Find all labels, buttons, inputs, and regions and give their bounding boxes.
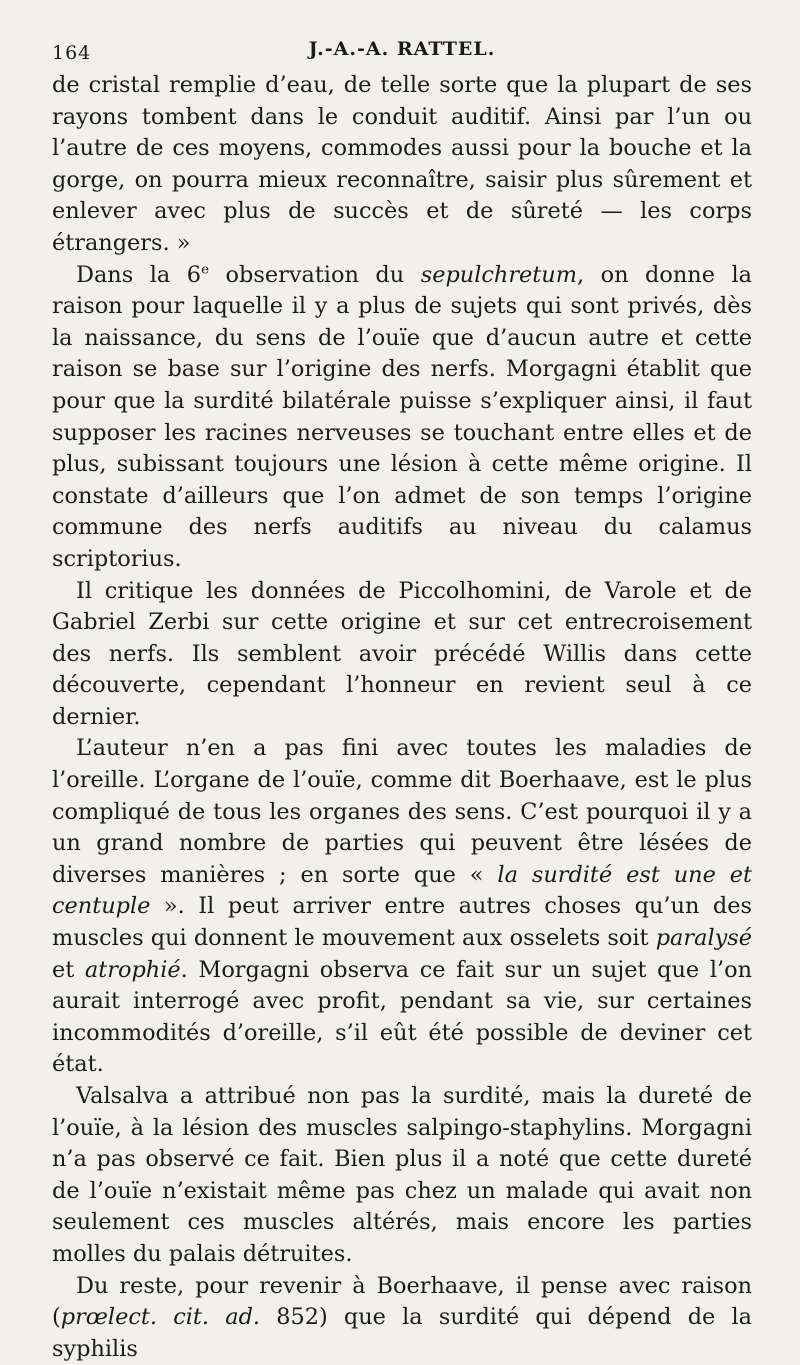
paragraph-text: Valsalva a attribué non pas la surdité, mais la dureté de l’ouïe, à la lésion des muscles salpingo-staphylins. Morgagni n’a pas observé ce fait. Bien plus il a noté que cette dureté de l’ouïe n’existait même pas chez un malade qui avait non seulement ces muscles altérés, mais encore les parties molles du palais détruites. <box>52 1083 752 1267</box>
page-number: 164 <box>52 42 92 64</box>
paragraph-text: et <box>52 956 85 983</box>
paragraph-text: 852) que la surdité qui dépend de la syphilis <box>52 1304 752 1362</box>
paragraph <box>52 1081 752 1271</box>
italic-text: sepulchretum <box>420 261 577 288</box>
paragraph-text: Il critique les données de Piccolhomini, de Varole et de Gabriel Zerbi sur cette origine et sur cet entrecroisement des nerfs. Ils semblent avoir précédé Willis dans cette découverte, cependant l’honneur en revient seul à ce dernier. <box>52 577 752 730</box>
paragraph <box>52 70 752 260</box>
body-text <box>52 70 752 1365</box>
header-title: J.-A.-A. RATTEL. <box>308 38 496 60</box>
italic-text: paralysé <box>655 925 752 952</box>
paragraph-text: observation du <box>209 261 421 288</box>
paragraph-text: L’auteur n’en a pas fini avec toutes les maladies de l’oreille. L’organe de l’ouïe, comme dit Boerhaave, est le plus compliqué de tous les organes des sens. C’est pourquoi il y a un grand nombre de parties qui peuvent être lésées de diverses manières ; en sorte que « <box>52 735 752 888</box>
paragraph-text: Dans la 6 <box>76 261 202 288</box>
paragraph <box>52 733 752 1081</box>
paragraph <box>52 260 752 576</box>
italic-text: la surdité est une et centuple <box>52 861 752 920</box>
paragraph <box>52 576 752 734</box>
paragraph-text: , on donne la raison pour laquelle il y a plus de sujets qui sont privés, dès la naissance, du sens de l’ouïe que d’aucun autre et cette raison se base sur l’origine des nerfs. Morgagni établit que pour que la surdité bilatérale puisse s’expliquer ainsi, il faut supposer les racines nerveuses se touchant entre elles et de plus, subissant toujours une lésion à cette même origine. Il constate d’ailleurs que l’on admet de son temps l’origine commune des nerfs auditifs au niveau du calamus scriptorius. <box>52 261 753 572</box>
italic-text: atrophié <box>84 956 181 983</box>
running-head <box>52 30 752 70</box>
paragraph <box>52 1271 752 1365</box>
paragraph-text: de cristal remplie d’eau, de telle sorte que la plupart de ses rayons tombent dans le conduit auditif. Ainsi par l’un ou l’autre de ces moyens, commodes aussi pour la bouche et la gorge, on pourra mieux reconnaître, saisir plus sûrement et enlever avec plus de succès et de sûreté — les corps étrangers. » <box>52 72 752 256</box>
paragraph-text: e <box>201 262 210 278</box>
paragraph-text: ». Il peut arriver entre autres choses qu’un des muscles qui donnent le mouvement aux osselets soit <box>52 893 752 952</box>
italic-text: prœlect. cit. ad. <box>60 1304 261 1331</box>
paragraph-text: Du reste, pour revenir à Boerhaave, il pense avec raison ( <box>52 1272 752 1331</box>
paragraph-text: . Morgagni observa ce fait sur un sujet que l’on aurait interrogé avec profit, pendant sa vie, sur certaines incommodités d’oreille, s’il eût été possible de deviner cet état. <box>52 956 752 1078</box>
